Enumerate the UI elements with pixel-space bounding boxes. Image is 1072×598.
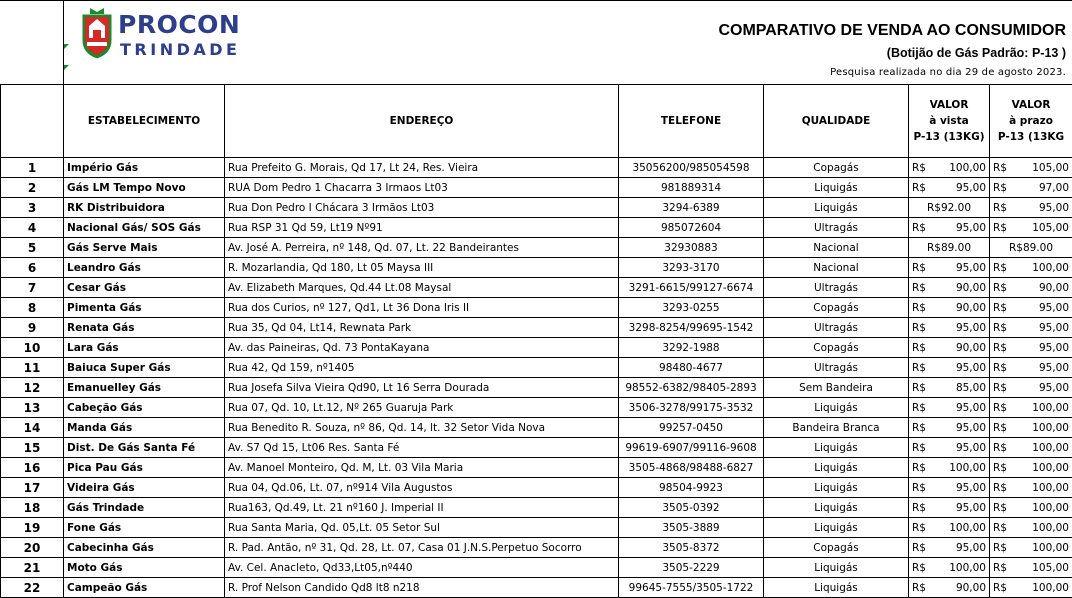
address-cell: Rua Josefa Silva Vieira Qd90, Lt 16 Serra Dourada: [225, 378, 619, 398]
table-row: [1, 438, 1072, 458]
price-currency: R$: [993, 181, 1007, 194]
price-value: 95,00: [955, 181, 986, 194]
cash-price-cell: [909, 318, 990, 338]
price-currency: R$: [993, 201, 1007, 214]
phone-cell: 3505-8372: [619, 538, 764, 558]
price-value: 105,00: [1032, 221, 1069, 234]
address-cell: Av. das Paineiras, Qd. 73 PontaKayana: [225, 338, 619, 358]
price-value: 85,00: [955, 381, 986, 394]
price-currency: R$: [993, 341, 1007, 354]
price-value: 100,00: [1032, 261, 1069, 274]
cash-price-cell: [909, 378, 990, 398]
establishment-name: Videira Gás: [64, 478, 225, 498]
price-currency: R$: [912, 461, 926, 474]
price-currency: R$: [912, 481, 926, 494]
cash-price-cell: [909, 518, 990, 538]
establishment-name: Moto Gás: [64, 558, 225, 578]
row-number: 2: [1, 178, 64, 198]
row-number: 11: [1, 358, 64, 378]
row-number: 8: [1, 298, 64, 318]
establishment-name: Cabecinha Gás: [64, 538, 225, 558]
phone-cell: 981889314: [619, 178, 764, 198]
phone-cell: 3298-8254/99695-1542: [619, 318, 764, 338]
quality-cell: Liquigás: [764, 458, 909, 478]
quality-cell: Liquigás: [764, 178, 909, 198]
phone-cell: 3505-3889: [619, 518, 764, 538]
address-cell: Rua Benedito R. Souza, nº 86, Qd. 14, lt. 32 Setor Vida Nova: [225, 418, 619, 438]
table-header-row: [1, 85, 1072, 158]
procon-logo: [80, 6, 241, 62]
phone-cell: 99619-6907/99116-9608: [619, 438, 764, 458]
price-value: 95,00: [955, 541, 986, 554]
term-price-cell: [990, 178, 1072, 198]
procon-shield-icon: [80, 6, 114, 60]
quality-cell: Liquigás: [764, 498, 909, 518]
quality-cell: Liquigás: [764, 198, 909, 218]
term-price-cell: [990, 378, 1072, 398]
logo-trindade-text: TRINDADE: [120, 40, 241, 59]
phone-cell: 98552-6382/98405-2893: [619, 378, 764, 398]
cash-price-cell: [909, 338, 990, 358]
establishment-name: Renata Gás: [64, 318, 225, 338]
establishment-name: Gás Trindade: [64, 498, 225, 518]
price-value: 100,00: [1032, 581, 1069, 594]
table-row: [1, 478, 1072, 498]
row-number: 20: [1, 538, 64, 558]
phone-cell: 3292-1988: [619, 338, 764, 358]
price-value: 105,00: [1032, 561, 1069, 574]
establishment-name: Dist. De Gás Santa Fé: [64, 438, 225, 458]
establishment-name: RK Distribuidora: [64, 198, 225, 218]
cash-price-cell: [909, 398, 990, 418]
price-currency: R$: [912, 541, 926, 554]
price-value: 95,00: [955, 481, 986, 494]
row-number: 21: [1, 558, 64, 578]
price-currency: R$: [993, 361, 1007, 374]
establishment-name: Baiuca Super Gás: [64, 358, 225, 378]
price-currency: R$: [993, 561, 1007, 574]
quality-cell: Bandeira Branca: [764, 418, 909, 438]
table-row: [1, 398, 1072, 418]
cash-price-cell: [909, 278, 990, 298]
col-header-phone: TELEFONE: [619, 85, 764, 158]
price-currency: R$92.00: [926, 201, 972, 214]
price-value: 100,00: [1032, 481, 1069, 494]
price-currency: R$: [993, 461, 1007, 474]
price-currency: R$: [993, 221, 1007, 234]
term-price-cell: [990, 238, 1072, 258]
row-number: 13: [1, 398, 64, 418]
price-value: 100,00: [1032, 521, 1069, 534]
quality-cell: Copagás: [764, 298, 909, 318]
price-currency: R$: [912, 561, 926, 574]
price-value: 95,00: [1038, 301, 1069, 314]
table-row: [1, 458, 1072, 478]
establishment-name: Fone Gás: [64, 518, 225, 538]
price-comparison-table: [0, 84, 1072, 598]
price-value: 100,00: [949, 561, 986, 574]
quality-cell: Liquigás: [764, 578, 909, 598]
phone-cell: 98480-4677: [619, 358, 764, 378]
table-row: [1, 418, 1072, 438]
establishment-name: Gás LM Tempo Novo: [64, 178, 225, 198]
cash-price-cell: [909, 198, 990, 218]
term-price-cell: [990, 498, 1072, 518]
table-row: [1, 178, 1072, 198]
quality-cell: Liquigás: [764, 518, 909, 538]
phone-cell: 3505-0392: [619, 498, 764, 518]
address-cell: Rua Prefeito G. Morais, Qd 17, Lt 24, Res. Vieira: [225, 158, 619, 178]
term-price-cell: [990, 198, 1072, 218]
cash-price-cell: [909, 418, 990, 438]
table-row: [1, 358, 1072, 378]
quality-cell: Liquigás: [764, 478, 909, 498]
price-currency: R$: [912, 161, 926, 174]
address-cell: Av. Cel. Anacleto, Qd33,Lt05,nº440: [225, 558, 619, 578]
phone-cell: 35056200/985054598: [619, 158, 764, 178]
survey-date-note: Pesquisa realizada no dia 29 de agosto 2023.: [830, 67, 1066, 78]
row-number: 19: [1, 518, 64, 538]
table-row: [1, 578, 1072, 598]
address-cell: Rua163, Qd.49, Lt. 21 nº160 J. Imperial II: [225, 498, 619, 518]
col-header-address: ENDEREÇO: [225, 85, 619, 158]
establishment-name: Nacional Gás/ SOS Gás: [64, 218, 225, 238]
cash-price-cell: [909, 438, 990, 458]
table-row: [1, 378, 1072, 398]
term-price-cell: [990, 298, 1072, 318]
table-row: [1, 498, 1072, 518]
term-price-cell: [990, 518, 1072, 538]
price-currency: R$: [993, 281, 1007, 294]
term-price-cell: [990, 478, 1072, 498]
table-row: [1, 338, 1072, 358]
cash-price-cell: [909, 558, 990, 578]
address-cell: Av. José A. Perreira, nº 148, Qd. 07, Lt. 22 Bandeirantes: [225, 238, 619, 258]
price-currency: R$: [912, 301, 926, 314]
price-currency: R$89.00: [1008, 241, 1054, 254]
table-row: [1, 238, 1072, 258]
price-value: 90,00: [1038, 281, 1069, 294]
term-price-cell: [990, 538, 1072, 558]
term-price-cell: [990, 158, 1072, 178]
quality-cell: Ultragás: [764, 278, 909, 298]
row-number: 17: [1, 478, 64, 498]
price-currency: R$: [912, 381, 926, 394]
comment-marker-icon: [64, 65, 69, 70]
price-value: 95,00: [1038, 321, 1069, 334]
col-header-cash-price: [909, 85, 990, 158]
establishment-name: Gás Serve Mais: [64, 238, 225, 258]
term-price-cell: [990, 558, 1072, 578]
page-title: COMPARATIVO DE VENDA AO CONSUMIDOR: [718, 22, 1066, 39]
cash-header-line2: à vista: [929, 114, 969, 127]
row-number: 3: [1, 198, 64, 218]
quality-cell: Liquigás: [764, 398, 909, 418]
term-price-cell: [990, 358, 1072, 378]
term-header-line1: VALOR: [1011, 98, 1051, 111]
price-currency: R$: [993, 301, 1007, 314]
establishment-name: Emanuelley Gás: [64, 378, 225, 398]
logo-procon-text: PROCON: [118, 10, 241, 39]
price-value: 90,00: [955, 341, 986, 354]
phone-cell: 3293-0255: [619, 298, 764, 318]
row-number: 5: [1, 238, 64, 258]
price-currency: R$: [993, 441, 1007, 454]
address-cell: RUA Dom Pedro 1 Chacarra 3 Irmaos Lt03: [225, 178, 619, 198]
establishment-name: Pimenta Gás: [64, 298, 225, 318]
term-price-cell: [990, 218, 1072, 238]
establishment-name: Lara Gás: [64, 338, 225, 358]
price-value: 100,00: [949, 461, 986, 474]
price-currency: R$89.00: [926, 241, 972, 254]
establishment-name: Leandro Gás: [64, 258, 225, 278]
address-cell: R. Mozarlandia, Qd 180, Lt 05 Maysa III: [225, 258, 619, 278]
address-cell: Av. Manoel Monteiro, Qd. M, Lt. 03 Vila Maria: [225, 458, 619, 478]
cash-price-cell: [909, 218, 990, 238]
price-value: 95,00: [1038, 361, 1069, 374]
address-cell: R. Prof Nelson Candido Qd8 lt8 n218: [225, 578, 619, 598]
price-currency: R$: [993, 581, 1007, 594]
price-currency: R$: [993, 481, 1007, 494]
price-currency: R$: [912, 181, 926, 194]
price-value: 105,00: [1032, 161, 1069, 174]
row-number: 4: [1, 218, 64, 238]
cash-price-cell: [909, 478, 990, 498]
col-header-quality: QUALIDADE: [764, 85, 909, 158]
price-value: 95,00: [955, 321, 986, 334]
term-price-cell: [990, 318, 1072, 338]
address-cell: Rua 42, Qd 159, nº1405: [225, 358, 619, 378]
cash-price-cell: [909, 358, 990, 378]
price-currency: R$: [912, 361, 926, 374]
address-cell: Av. S7 Qd 15, Lt06 Res. Santa Fé: [225, 438, 619, 458]
phone-cell: 3506-3278/99175-3532: [619, 398, 764, 418]
cash-price-cell: [909, 178, 990, 198]
address-cell: Rua Santa Maria, Qd. 05,Lt. 05 Setor Sul: [225, 518, 619, 538]
establishment-name: Pica Pau Gás: [64, 458, 225, 478]
price-currency: R$: [993, 401, 1007, 414]
price-currency: R$: [912, 441, 926, 454]
cash-price-cell: [909, 578, 990, 598]
cash-price-cell: [909, 258, 990, 278]
price-currency: R$: [993, 261, 1007, 274]
quality-cell: Ultragás: [764, 218, 909, 238]
term-price-cell: [990, 278, 1072, 298]
price-value: 95,00: [955, 401, 986, 414]
table-row: [1, 318, 1072, 338]
price-value: 95,00: [1038, 201, 1069, 214]
grid-line: [0, 0, 1072, 1]
address-cell: Rua Don Pedro I Chácara 3 Irmãos Lt03: [225, 198, 619, 218]
table-row: [1, 198, 1072, 218]
establishment-name: Cabeção Gás: [64, 398, 225, 418]
table-row: [1, 558, 1072, 578]
cash-price-cell: [909, 158, 990, 178]
report-header: [0, 0, 1072, 84]
phone-cell: 3505-4868/98488-6827: [619, 458, 764, 478]
price-value: 100,00: [1032, 421, 1069, 434]
quality-cell: Ultragás: [764, 318, 909, 338]
quality-cell: Copagás: [764, 158, 909, 178]
price-currency: R$: [912, 401, 926, 414]
establishment-name: Manda Gás: [64, 418, 225, 438]
quality-cell: Liquigás: [764, 438, 909, 458]
price-value: 90,00: [955, 281, 986, 294]
price-value: 97,00: [1038, 181, 1069, 194]
establishment-name: Império Gás: [64, 158, 225, 178]
price-currency: R$: [912, 261, 926, 274]
row-number: 7: [1, 278, 64, 298]
phone-cell: 3505-2229: [619, 558, 764, 578]
address-cell: Rua 07, Qd. 10, Lt.12, Nº 265 Guaruja Park: [225, 398, 619, 418]
term-header-line2: à prazo: [1009, 114, 1053, 127]
cash-price-cell: [909, 498, 990, 518]
price-currency: R$: [912, 341, 926, 354]
address-cell: Rua 04, Qd.06, Lt. 07, nº914 Vila Augustos: [225, 478, 619, 498]
establishment-name: Cesar Gás: [64, 278, 225, 298]
phone-cell: 3294-6389: [619, 198, 764, 218]
term-price-cell: [990, 258, 1072, 278]
comment-marker-icon: [64, 44, 69, 49]
row-number: 18: [1, 498, 64, 518]
table-row: [1, 158, 1072, 178]
cash-price-cell: [909, 458, 990, 478]
price-value: 95,00: [955, 261, 986, 274]
establishment-name: Campeão Gás: [64, 578, 225, 598]
quality-cell: Copagás: [764, 338, 909, 358]
price-currency: R$: [912, 501, 926, 514]
cash-header-line1: VALOR: [929, 98, 969, 111]
phone-cell: 3291-6615/99127-6674: [619, 278, 764, 298]
price-currency: R$: [912, 521, 926, 534]
phone-cell: 985072604: [619, 218, 764, 238]
cash-price-cell: [909, 538, 990, 558]
price-currency: R$: [912, 421, 926, 434]
grid-line: [63, 0, 64, 84]
price-value: 100,00: [1032, 441, 1069, 454]
row-number: 6: [1, 258, 64, 278]
table-row: [1, 298, 1072, 318]
price-value: 90,00: [955, 581, 986, 594]
quality-cell: Nacional: [764, 258, 909, 278]
col-header-term-price: [990, 85, 1072, 158]
price-value: 95,00: [1038, 381, 1069, 394]
phone-cell: 98504-9923: [619, 478, 764, 498]
row-number: 9: [1, 318, 64, 338]
row-number: 10: [1, 338, 64, 358]
table-row: [1, 278, 1072, 298]
address-cell: Rua dos Curios, nº 127, Qd1, Lt 36 Dona Iris II: [225, 298, 619, 318]
row-number: 1: [1, 158, 64, 178]
price-currency: R$: [993, 381, 1007, 394]
term-price-cell: [990, 398, 1072, 418]
address-cell: Av. Elizabeth Marques, Qd.44 Lt.08 Maysal: [225, 278, 619, 298]
price-value: 100,00: [949, 161, 986, 174]
term-price-cell: [990, 438, 1072, 458]
price-currency: R$: [912, 581, 926, 594]
price-currency: R$: [912, 281, 926, 294]
table-row: [1, 518, 1072, 538]
price-value: 90,00: [955, 301, 986, 314]
price-value: 100,00: [1032, 401, 1069, 414]
row-number: 14: [1, 418, 64, 438]
price-value: 100,00: [1032, 501, 1069, 514]
quality-cell: Nacional: [764, 238, 909, 258]
col-header-establishment: ESTABELECIMENTO: [64, 85, 225, 158]
row-number: 16: [1, 458, 64, 478]
price-currency: R$: [993, 321, 1007, 334]
cash-header-line3: P-13 (13KG): [913, 131, 985, 144]
table-row: [1, 218, 1072, 238]
price-value: 95,00: [955, 441, 986, 454]
address-cell: Rua 35, Qd 04, Lt14, Rewnata Park: [225, 318, 619, 338]
term-header-line3: P-13 (13KG: [997, 131, 1065, 144]
price-value: 95,00: [955, 501, 986, 514]
price-currency: R$: [912, 321, 926, 334]
address-cell: Rua RSP 31 Qd 59, Lt19 Nº91: [225, 218, 619, 238]
phone-cell: 32930883: [619, 238, 764, 258]
page-subtitle: (Botijão de Gás Padrão: P-13 ): [886, 46, 1066, 60]
phone-cell: 3293-3170: [619, 258, 764, 278]
price-value: 95,00: [955, 361, 986, 374]
price-value: 100,00: [1032, 461, 1069, 474]
price-currency: R$: [993, 421, 1007, 434]
price-value: 95,00: [955, 421, 986, 434]
table-row: [1, 258, 1072, 278]
price-value: 95,00: [955, 221, 986, 234]
cash-price-cell: [909, 238, 990, 258]
quality-cell: Liquigás: [764, 558, 909, 578]
row-number: 12: [1, 378, 64, 398]
phone-cell: 99645-7555/3505-1722: [619, 578, 764, 598]
row-number: 22: [1, 578, 64, 598]
row-number: 15: [1, 438, 64, 458]
price-currency: R$: [993, 541, 1007, 554]
term-price-cell: [990, 418, 1072, 438]
term-price-cell: [990, 338, 1072, 358]
quality-cell: Sem Bandeira: [764, 378, 909, 398]
address-cell: R. Pad. Antão, nº 31, Qd. 28, Lt. 07, Casa 01 J.N.S.Perpetuo Socorro: [225, 538, 619, 558]
cash-price-cell: [909, 298, 990, 318]
term-price-cell: [990, 578, 1072, 598]
price-currency: R$: [912, 221, 926, 234]
quality-cell: Ultragás: [764, 358, 909, 378]
price-currency: R$: [993, 521, 1007, 534]
price-currency: R$: [993, 501, 1007, 514]
price-value: 95,00: [1038, 341, 1069, 354]
phone-cell: 99257-0450: [619, 418, 764, 438]
table-row: [1, 538, 1072, 558]
quality-cell: Copagás: [764, 538, 909, 558]
col-header-number: [1, 85, 64, 158]
price-value: 100,00: [949, 521, 986, 534]
price-value: 100,00: [1032, 541, 1069, 554]
term-price-cell: [990, 458, 1072, 478]
price-currency: R$: [993, 161, 1007, 174]
